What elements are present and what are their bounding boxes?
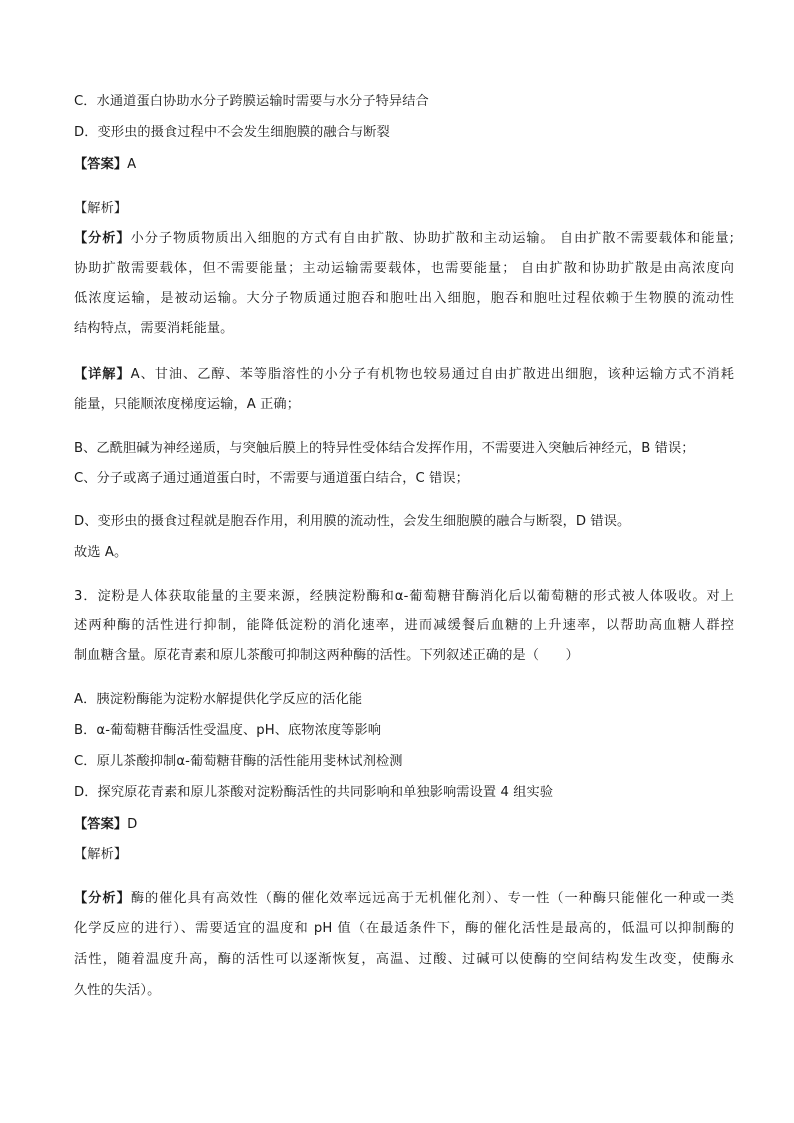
q2-answer [74,156,734,174]
q3-stem-line-2: 述两种酶的活性进行抑制，能降低淀粉的消化速率，进而减缓餐后血糖的上升速率，以帮助高血糖人群控 [74,618,734,633]
q3-analysis-line-3: 活性，随着温度升高，酶的活性可以逐渐恢复，高温、过酸、过碱可以使酶的空间结构发生改变，使酶永 [74,952,734,967]
q3-analysis-line-1 [74,890,734,908]
q2-option-d: D．变形虫的摄食过程中不会发生细胞膜的融合与断裂 [74,125,390,140]
q2-detail-line-2: 能量，只能顺浓度梯度运输，A 正确； [74,397,301,412]
q2-analysis-line-2: 协助扩散需要载体，但不需要能量；主动运输需要载体，也需要能量； 自由扩散和协助扩散是由高浓度向 [74,261,734,276]
q2-detail-line-4: C、分子或离子通过通道蛋白时，不需要与通道蛋白结合，C 错误； [74,471,469,486]
q2-analysis-line-4: 结构特点，需要消耗能量。 [74,321,234,336]
q2-detail-line-5: D、变形虫的摄食过程就是胞吞作用，利用膜的流动性，会发生细胞膜的融合与断裂，D 错误。 [74,514,631,529]
analysis-text: 酶的催化具有高效性（酶的催化效率远远高于无机催化剂）、专一性（一种酶只能催化一种或一类 [130,891,734,906]
q3-analysis-line-4: 久性的失活）。 [74,983,161,998]
q3-option-c: C．原儿茶酸抑制α-葡萄糖苷酶的活性能用斐林试剂检测 [74,754,403,769]
q3-option-b: B．α-葡萄糖苷酶活性受温度、pH、底物浓度等影响 [74,723,382,738]
answer-value: D [127,817,138,832]
q3-stem-line-1: 3．淀粉是人体获取能量的主要来源，经胰淀粉酶和α-葡萄糖苷酶消化后以葡萄糖的形式被人体吸收。对上 [74,589,734,604]
q2-detail-line-6: 故选 A。 [74,545,128,560]
q2-detail-line-3: B、乙酰胆碱为神经递质，与突触后膜上的特异性受体结合发挥作用，不需要进入突触后神经元，B 错误； [74,441,695,456]
answer-value: A [127,157,137,172]
q3-stem-line-3: 制血糖含量。原花青素和原儿茶酸可抑制这两种酶的活性。下列叙述正确的是（ ） [74,648,579,663]
analysis-text: 小分子物质物质出入细胞的方式有自由扩散、协助扩散和主动运输。 自由扩散不需要载体和能量; [130,231,735,246]
detail-tag: 【详解】 [74,367,131,382]
q3-analysis-heading: 【解析】 [74,847,128,862]
q2-detail-line-1 [74,366,734,384]
q2-analysis-heading: 【解析】 [74,201,128,216]
answer-tag: 【答案】 [74,157,128,172]
analysis-tag: 【分析】 [74,891,131,906]
analysis-tag: 【分析】 [74,231,131,246]
q3-option-d: D．探究原花青素和原儿茶酸对淀粉酶活性的共同影响和单独影响需设置 4 组实验 [74,785,554,800]
q3-analysis-line-2: 化学反应的进行）、需要适宜的温度和 pH 值（在最适条件下，酶的催化活性是最高的，低温可以抑制酶的 [74,921,734,936]
detail-text: A、甘油、乙醇、苯等脂溶性的小分子有机物也较易通过自由扩散进出细胞，该种运输方式不消耗 [130,367,734,382]
q3-answer [74,816,734,834]
q2-option-c: C．水通道蛋白协助水分子跨膜运输时需要与水分子特异结合 [74,94,429,109]
answer-tag: 【答案】 [74,817,128,832]
q3-option-a: A．胰淀粉酶能为淀粉水解提供化学反应的活化能 [74,692,363,707]
q2-analysis-line-3: 低浓度运输，是被动运输。大分子物质通过胞吞和胞吐出入细胞，胞吞和胞吐过程依赖于生物膜的流动性 [74,291,734,306]
q2-analysis-line-1 [74,230,734,248]
